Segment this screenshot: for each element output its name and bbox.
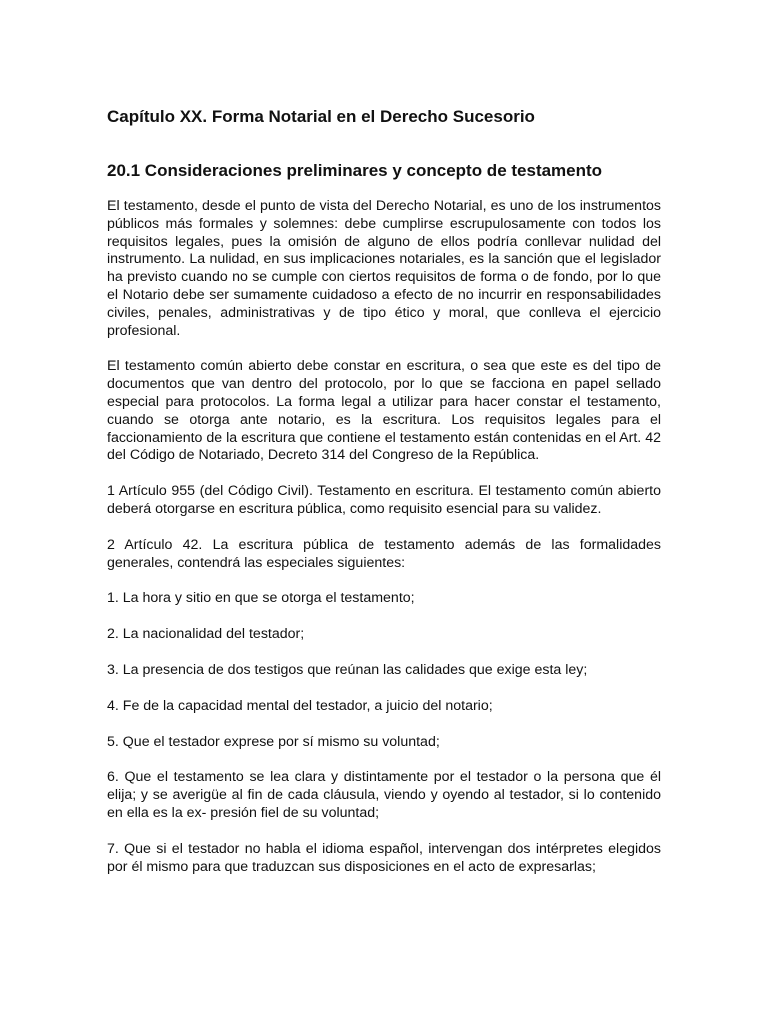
section-title: 20.1 Consideraciones preliminares y concepto de testamento [107, 161, 603, 180]
list-item: 5. Que el testador exprese por sí mismo su voluntad; [107, 733, 440, 750]
paragraph: El testamento, desde el punto de vista del Derecho Notarial, es uno de los instrumentos públicos más formales y solemnes: debe cumplirse escrupulosamente con todos los requisitos legales, pues la omisión de alguno de ellos podría conllevar nulidad del instrumento. La nulidad, en sus implicaciones notariales, es la sanción que el legislador ha previsto cuando no se cumple con ciertos requisitos de forma o de fondo, por lo que el Notario debe ser sumamente cuidadoso a efecto de no incurrir en responsabilidades civiles, penales, administrativas y de tipo ético y moral, que conlleva el ejercicio profesional. [107, 198, 661, 339]
list-item: 7. Que si el testador no habla el idioma español, intervengan dos intérpretes elegidos por él mismo para que traduzcan sus disposiciones en el acto de expresarlas; [107, 840, 661, 875]
paragraph: El testamento común abierto debe constar en escritura, o sea que este es del tipo de documentos que van dentro del protocolo, por lo que se facciona en papel sellado especial para protocolos. La forma legal a utilizar para hacer constar el testamento, cuando se otorga ante notario, es la escritura. Los requisitos legales para el faccionamiento de la escritura que contiene el testamento están contenidas en el Art. 42 del Código de Notariado, Decreto 314 del Congreso de la República. [107, 358, 661, 464]
list-item: 2. La nacionalidad del testador; [107, 626, 305, 643]
chapter-title: Capítulo XX. Forma Notarial en el Derecho Sucesorio [107, 107, 535, 126]
list-item: 4. Fe de la capacidad mental del testador, a juicio del notario; [107, 697, 493, 714]
footnote-paragraph: 2 Artículo 42. La escritura pública de testamento además de las formalidades generales, contendrá las especiales siguientes: [107, 536, 661, 571]
footnote-paragraph: 1 Artículo 955 (del Código Civil). Testamento en escritura. El testamento común abierto deberá otorgarse en escritura pública, como requisito esencial para su validez. [107, 483, 661, 517]
list-item: 1. La hora y sitio en que se otorga el testamento; [107, 590, 415, 607]
requirements-list [107, 590, 661, 876]
list-item: 3. La presencia de dos testigos que reúnan las calidades que exige esta ley; [107, 661, 588, 678]
document-page [107, 106, 661, 876]
list-item: 6. Que el testamento se lea clara y distintamente por el testador o la persona que él elija; y se averigüe al fin de cada cláusula, viendo y oyendo al testador, si lo contenido en ella es la ex- presión fiel de su voluntad; [107, 769, 661, 821]
